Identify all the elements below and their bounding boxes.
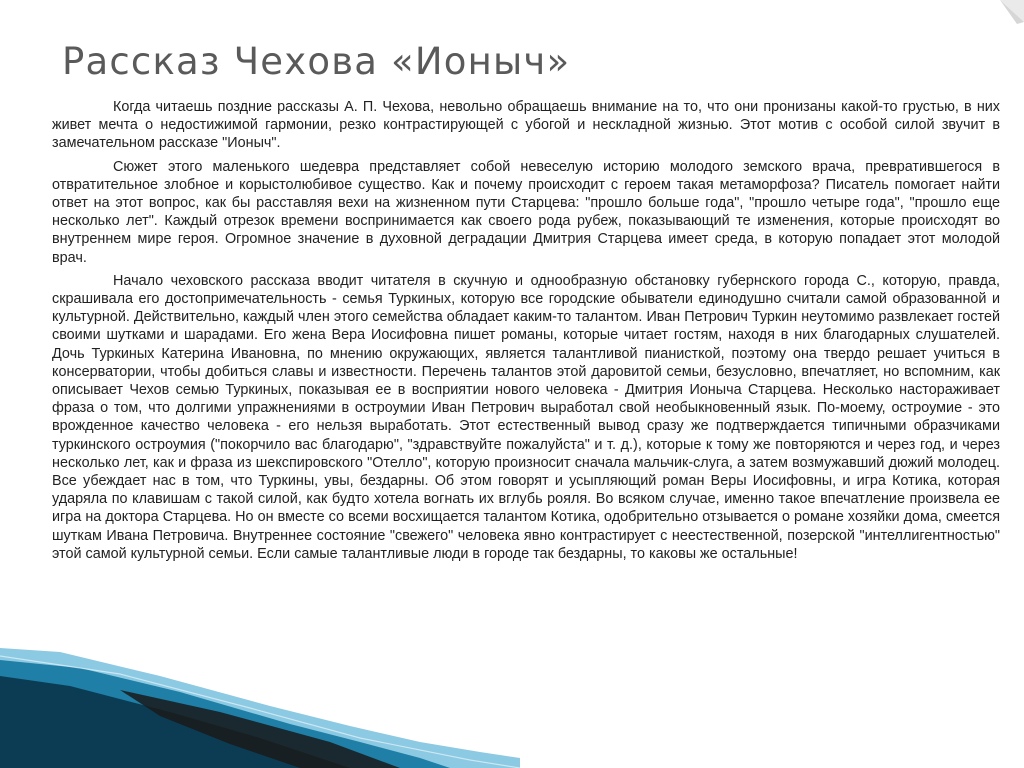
top-right-corner-shadow	[1000, 0, 1024, 24]
top-right-corner-fold	[1000, 0, 1024, 22]
paragraph-2: Сюжет этого маленького шедевра представляет собой невеселую историю молодого земского врача, превратившегося в отвратительное злобное и корыстолюбивое существо. Как и почему происходит с героем такая метаморфоза? Писатель помогает найти ответ на этот вопрос, как бы расставляя вехи на жизненном пути Старцева: "прошло больше года", "прошло четыре года", "прошло еще несколько лет". Каждый отрезок времени воспринимается как своего рода рубеж, показывающий те изменения, которые происходят во внутреннем мире героя. Огромное значение в духовной деградации Дмитрия Старцева имеет среда, в которую попадает этот молодой врач.	[52, 158, 1000, 266]
paragraph-3: Начало чеховского рассказа вводит читателя в скучную и однообразную обстановку губернского города С., которую, правда, скрашивала его достопримечательность - семья Туркиных, которую все городские обыватели единодушно считали самой образованной и культурной. Действительно, каждый член этого семейства обладает каким-то талантом. Иван Петрович Туркин неутомимо развлекает гостей своими шутками и шарадами. Его жена Вера Иосифовна пишет романы, которые читает гостям, находя в них благодарных слушателей. Дочь Туркиных Катерина Ивановна, по мнению окружающих, является талантливой пианисткой, поэтому она твердо решает учиться в консерватории, чтобы добиться славы и известности. Перечень талантов этой даровитой семьи, безусловно, впечатляет, но вспомним, как описывает Чехов семью Туркиных, показывая ее в восприятии нового человека - Дмитрия Ионыча Старцева. Несколько настораживает фраза о том, что долгими упражнениями в остроумии Иван Петрович выработал свой необыкновенный язык. По-моему, остроумие - это врожденное качество человека - его нельзя выработать. Этот естественный вывод сразу же подтверждается типичными образчиками туркинского остроумия ("покорчило вас благодарю", "здравствуйте пожалуйста" и т. д.), которые к тому же повторяются и через год, и через несколько лет, как и фраза из шекспировского "Отелло", которую произносит сначала мальчик-слуга, а затем возмужавший дюжий молодец. Все убеждает нас в том, что Туркины, увы, бездарны. Об этом говорят и усыпляющий роман Веры Иосифовны, и игра Котика, которая ударяла по клавишам с такой силой, как будто хотела вогнать их вглубь рояля. Во всяком случае, именно такое впечатление произвела ее игра на доктора Старцева. Но он вместе со всеми восхищается талантом Котика, одобрительно отзывается о романе хозяйки дома, смеется шуткам Ивана Петровича. Внутреннее состояние "свежего" человека явно контрастирует с неестественной, позерской "интеллигентностью" этой самой культурной семьи. Если самые талантливые люди в городе так бездарны, то каковы же остальные!	[52, 272, 1000, 562]
wave-band-teal	[0, 660, 450, 768]
slide-body	[52, 98, 1000, 568]
wave-band-light	[0, 648, 520, 768]
wave-band-black	[120, 690, 400, 768]
paragraph-1: Когда читаешь поздние рассказы А. П. Чехова, невольно обращаешь внимание на то, что они пронизаны какой-то грустью, в них живет мечта о недостижимой гармонии, резко контрастирующей с убогой и нескладной жизнью. Этот мотив с особой силой звучит в замечательном рассказе "Ионыч".	[52, 99, 1000, 152]
slide-title: Рассказ Чехова «Ионыч»	[62, 40, 571, 83]
wave-highlight-line	[0, 656, 520, 768]
wave-band-dark	[0, 676, 350, 768]
